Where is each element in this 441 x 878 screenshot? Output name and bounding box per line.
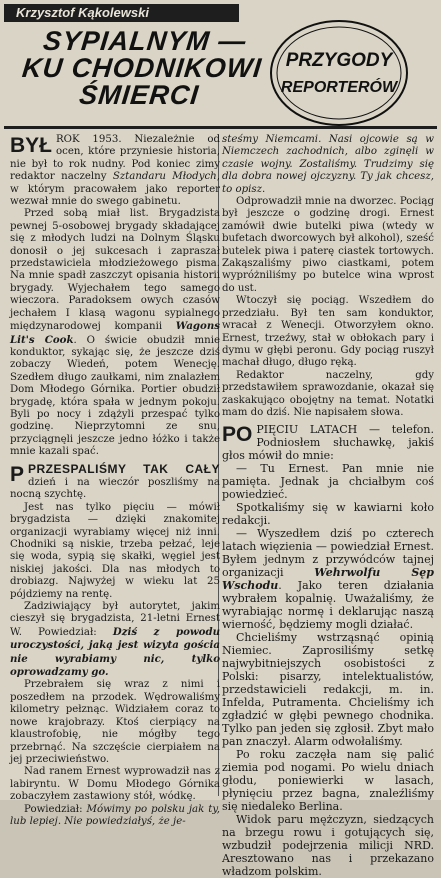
paragraph: Przed sobą miał list. Brygadzista pewnej 5-osobowej brygady składającej się z młodych ludzi na Dolnym Śląsku donosił o jej sukcesach i zapraszał przedstawiciela młodzieżowego pisma. Na mnie spadł zaszczyt opisania historii brygady. Wyjechałem tego samego wieczora. Paradoksem owych czasów jechałem I klasą wagonu sypialnego międzynarodowej kompanii Wagons Lit's Cook. O świcie obudził mnie konduktor, sykając się, że jeszcze dziś zobaczy Wiedeń, potem Wenecję. Szedłem długo zaułkami, nim znalazłem Dom Młodego Górnika. Portier obudził brygadę, która spała w jednym pokoju. Byli po nocy i zdążyli przespać tylko godzinę. Nieprzytomni ze snu, przyciągnęli jeszcze jedno łóżko i także mnie kazali spać. bbox=[10, 208, 220, 458]
paragraph: Widok paru mężczyzn, siedzących na brzegu rowu i gotujących się, wzbudził podejrzenia milicji NRD. Aresztowano nas i przekazano władzom polskim. bbox=[222, 813, 434, 878]
paragraph: Odprowadził mnie na dworzec. Pociąg był jeszcze o godzinę drogi. Ernest zamówił dwie butelki piwa (wtedy w bufetach dworcowych był alkohol), sześć butelek piwa i paterę ciastek tortowych. Zakąszaliśmy piwo ciastkami, potem wypróżniliśmy po butelce wina wprost do ust. bbox=[222, 196, 434, 294]
paragraph: Wtoczył się pociąg. Wszedłem do przedziału. Był ten sam konduktor, wracał z Wenecji. Otworzyłem okno. Ernest, trzeźwy, stał w obłokach pary i dymu w głębi peronu. Gdy pociąg ruszył machał długo, długo ręką. bbox=[222, 295, 434, 369]
section-start: PO PIĘCIU LATACH — telefon. Podniosłem słuchawkę, jakiś głos mówił do mnie: bbox=[222, 423, 434, 463]
article-column-right bbox=[222, 134, 434, 878]
subheading: PRZESPALIŚMY TAK CAŁY bbox=[28, 461, 220, 476]
badge-outline bbox=[271, 21, 407, 125]
series-badge bbox=[268, 18, 410, 128]
author-byline: Krzysztof Kąkolewski bbox=[4, 4, 239, 22]
headline-line-2: KU CHODNIKOWI bbox=[20, 53, 264, 83]
lead-letter: P bbox=[10, 462, 25, 486]
paragraph: Nad ranem Ernest wyprowadził nas z labiryntu. W Domu Młodego Górnika zobaczyłem zastawiony stół, wódkę. bbox=[10, 766, 220, 803]
paragraph: Jest nas tylko pięciu — mówił brygadzista — dzięki znakomitej organizacji wyrabiamy więcej niż inni. Chodniki są niskie, trzeba pełzać, leje się woda, sypią się skałki, węgiel jest niskiej jakości. Dla nas młodych to drobiazg. Najwyżej w wieku lat 25 pójdziemy na rentę. bbox=[10, 501, 220, 600]
badge-text-1: PRZYGODY bbox=[285, 50, 393, 71]
paragraph: steśmy Niemcami. Nasi ojcowie są w Niemczech zachodnich, albo zginęli w czasie wojny. Zostaliśmy. Trudzimy się dla dobra nowej ojczyzny. Ty jak chcesz, to opisz. bbox=[222, 134, 434, 195]
paragraph: Chcieliśmy wstrząsnąć opinią Niemiec. Zaprosiliśmy setkę najwybitniejszych osobistości z Polski: pisarzy, intelektualistów, przedstawicieli redakcji, m. in. Infelda, Putramenta. Chcieliśmy ich zgładzić w głębi pewnego chodnika. Tylko pan jeden się zgłosił. Zbyt mało pan znaczył. Alarm odwołaliśmy. bbox=[222, 631, 434, 749]
paragraph: — Tu Ernest. Pan mnie nie pamięta. Jednak ja chciałbym coś powiedzieć. bbox=[222, 462, 434, 502]
paragraph: Powiedział: Mówimy po polsku jak ty, lub lepiej. Nie powiedziałyś, że je- bbox=[10, 803, 220, 827]
headline bbox=[8, 28, 277, 109]
badge-text-2: REPORTERÓW bbox=[280, 79, 398, 96]
paragraph: Redaktor naczelny, gdy przedstawiłem sprawozdanie, okazał się zaskakująco obojętny na temat. Notatki mam do dziś. Nie napisałem słowa. bbox=[222, 369, 434, 418]
lead-word: BYŁ bbox=[10, 134, 52, 157]
header-rule bbox=[4, 126, 437, 129]
paragraph: Zadziwiający był autorytet, jakim cieszył się brygadzista, 21-letni Ernest W. Powiedział: Dziś z powodu uroczystości, jaką jest wizyta gościa nie wyrabiamy nic, tylko oprowadzamy go. bbox=[10, 601, 220, 679]
paragraph: — Wyszedłem dziś po czterech latach więzienia — powiedział Ernest. Byłem jednym z przywódców tajnej organizacji Wehrwolfu Sęp Wschodu. Jako teren działania wybrałem kopalnię. Uważaliśmy, że wyrabiając normę i deklarując naszą wierność, będziemy mogli działać. bbox=[222, 527, 434, 632]
paragraph: Po roku zaczęła nam się palić ziemia pod nogami. Po wielu dniach głodu, poniewierki w lasach, płynięciu przez bagna, znaleźliśmy się niedaleko Berlina. bbox=[222, 748, 434, 814]
headline-line-1: SYPIALNYM — bbox=[41, 26, 248, 56]
lead-word: PO bbox=[222, 423, 253, 447]
paragraph: Spotkaliśmy się w kawiarni koło redakcji. bbox=[222, 501, 434, 528]
paragraph: Przebrałem się wraz z nimi i poszedłem na przodek. Wędrowaliśmy kilometry pełznąc. Widziałem coraz to nowe krajobrazy. Ktoś cierpiący na klaustrofobię, nie mógłby tego przebrnąć. Na szczęście cierpiałem na jej przeciwieństwo. bbox=[10, 679, 220, 765]
section-start: PPRZESPALIŚMY TAK CAŁY dzień i na wieczór poszliśmy na nocną szychtę. bbox=[10, 461, 220, 501]
paragraph: BYŁ ROK 1953. Niezależnie od ocen, które przyniesie historia, nie był to rok nudny. Pod koniec zimy redaktor naczelny Sztandaru Młodych, w którym pracowałem jako reporter wezwał mnie do swego gabinetu. bbox=[10, 134, 220, 208]
article-column-left bbox=[10, 134, 220, 828]
newspaper-title: Sztandaru Młodych bbox=[112, 171, 217, 183]
headline-line-3: ŚMIERCI bbox=[77, 80, 201, 110]
